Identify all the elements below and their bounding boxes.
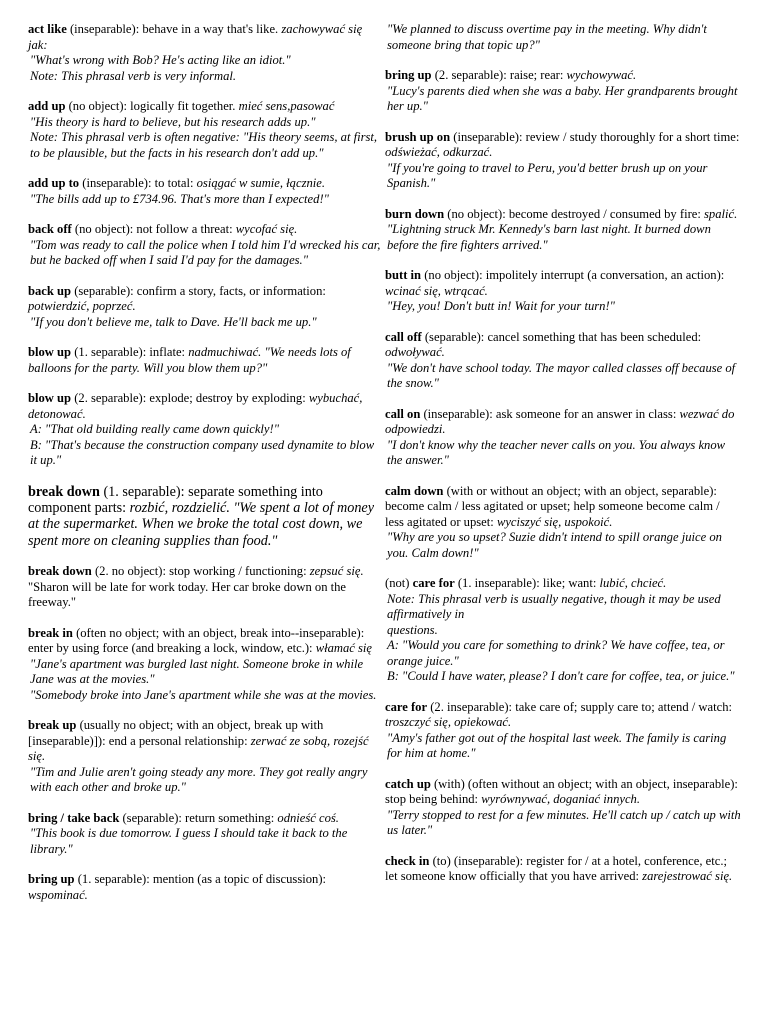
right-column xyxy=(385,22,741,900)
entry-translation: włamać się xyxy=(315,641,373,656)
entry-translation: wcinać się, wtrącać. xyxy=(385,283,488,298)
entry-translation: odwoływać. xyxy=(385,345,445,359)
entry-example: B: "That's because the construction company used dynamite to blow it up." xyxy=(30,437,375,467)
entry-example: A: "That old building really came down quickly!" xyxy=(30,422,279,436)
entry-headword: butt in xyxy=(385,268,422,282)
entry-translation: odnieść coś. xyxy=(277,810,339,825)
entry-note: Note: This phrasal verb is usually negative, though it may be used affirmatively in xyxy=(387,591,721,621)
entry-translation: wyrównywać, doganiać innych. xyxy=(481,792,640,806)
dictionary-entry xyxy=(385,268,741,315)
entry-translation: zarejestrować się. xyxy=(642,869,733,883)
dictionary-entry xyxy=(385,68,741,115)
entry-translation: odświeżać, odkurzać. xyxy=(385,145,493,159)
entry-definition: (with) (often without an object; with an object, inseparable): stop being behind: xyxy=(385,776,738,806)
left-column xyxy=(28,22,384,918)
dictionary-entry xyxy=(385,700,741,762)
entry-headword: back up xyxy=(28,283,72,298)
entry-example: "Why are you so upset? Suzie didn't intend to spill orange juice on you. Calm down!" xyxy=(387,530,722,560)
entry-definition: (1. separable): mention (as a topic of discussion): xyxy=(74,872,327,887)
entry-translation: troszczyć się, opiekować. xyxy=(385,715,512,729)
entry-translation: zerwać ze sobą, rozejść się. xyxy=(28,733,369,764)
entry-translation: wychowywać. xyxy=(566,68,637,82)
entry-definition: (1. separable): separate something into component parts: xyxy=(28,483,323,516)
entry-definition: (no object): impolitely interrupt (a conversation, an action): xyxy=(421,268,725,282)
entry-example: "If you don't believe me, talk to Dave. He'll back me up." xyxy=(30,314,317,329)
entry-example: "Tim and Julie aren't going steady any more. They got really angry with each other and broke up." xyxy=(30,764,368,795)
entry-headword: break down xyxy=(28,483,100,500)
entry-translation: mieć sens,pasować xyxy=(238,99,335,113)
entry-translation: wyciszyć się, uspokoić. xyxy=(496,514,613,529)
dictionary-entry xyxy=(28,345,384,376)
entry-example: "We planned to discuss overtime pay in the meeting. Why didn't someone bring that topic up?" xyxy=(387,22,707,52)
entry-definition: (separable): return something: xyxy=(119,810,275,825)
entry-example: "Lucy's parents died when she was a baby. Her grandparents brought her up." xyxy=(387,83,738,113)
entry-example: "If you're going to travel to Peru, you'd better brush up on your Spanish." xyxy=(387,160,708,190)
dictionary-entry xyxy=(28,391,384,469)
entry-translation: potwierdzić, poprzeć. xyxy=(28,299,136,313)
entry-example: A: "Would you care for something to drink? We have coffee, tea, or orange juice." xyxy=(387,638,725,668)
entry-example: "His theory is hard to believe, but his research adds up." xyxy=(30,114,316,129)
entry-translation: wezwać do odpowiedzi. xyxy=(385,406,735,436)
entry-definition: (to) (inseparable): register for / at a hotel, conference, etc.; let someone know officially that you have arrived: xyxy=(385,853,727,883)
entry-definition: (separable): cancel something that has been scheduled: xyxy=(421,329,702,344)
entry-definition: (no object): not follow a threat: xyxy=(71,222,233,236)
entry-headword: care for xyxy=(412,576,455,590)
entry-headword: call off xyxy=(385,329,422,344)
dictionary-entry xyxy=(385,130,741,192)
dictionary-entry xyxy=(28,22,384,84)
dictionary-entry xyxy=(385,777,741,839)
entry-translation: spalić. xyxy=(704,206,738,221)
dictionary-entry xyxy=(28,872,384,903)
entry-definition: (inseparable): ask someone for an answer in class: xyxy=(420,406,677,421)
dictionary-entry xyxy=(385,407,741,469)
entry-definition: (inseparable): to total: xyxy=(79,176,194,190)
entry-headword: calm down xyxy=(385,483,444,498)
dictionary-entry xyxy=(28,99,384,161)
entry-headword: back off xyxy=(28,222,72,236)
entry-definition: (2. separable): explode; destroy by exploding: xyxy=(71,391,306,405)
entry-example: "Sharon will be late for work today. Her car broke down on the freeway." xyxy=(28,579,347,610)
entry-headword: burn down xyxy=(385,206,445,221)
dictionary-entry xyxy=(28,626,384,704)
entry-example: B: "Could I have water, please? I don't care for coffee, tea, or juice." xyxy=(387,669,735,683)
dictionary-entry xyxy=(385,484,741,562)
entry-definition: (2. separable): raise; rear: xyxy=(431,68,564,82)
entry-note: questions. xyxy=(387,622,438,637)
entry-headword: call on xyxy=(385,406,421,421)
entry-headword: add up xyxy=(28,99,66,113)
entry-headword: bring up xyxy=(385,68,432,82)
entry-headword: bring up xyxy=(28,872,75,887)
entry-definition: (often no object; with an object, break into--inseparable): enter by using force (and breaking a lock, window, etc.): xyxy=(28,625,365,656)
dictionary-entry xyxy=(28,284,384,331)
entry-headword: catch up xyxy=(385,776,431,791)
entry-example: "This book is due tomorrow. I guess I should take it back to the library." xyxy=(30,826,348,856)
dictionary-entry xyxy=(28,484,384,550)
entry-headword: blow up xyxy=(28,391,72,405)
entry-translation: nadmuchiwać. xyxy=(188,345,262,359)
entry-example: "We don't have school today. The mayor called classes off because of the snow." xyxy=(387,360,736,390)
entry-translation: lubić, chcieć. xyxy=(599,576,667,590)
entry-translation: zachowywać się jak: xyxy=(28,22,363,52)
entry-example: "Jane's apartment was burgled last night. Someone broke in while Jane was at the movies." xyxy=(30,656,364,687)
dictionary-entry xyxy=(28,176,384,207)
entry-note: Note: This phrasal verb is very informal. xyxy=(30,68,237,83)
dictionary-entry xyxy=(28,718,384,796)
entry-translation: wspominać. xyxy=(28,887,88,902)
entry-definition: (usually no object; with an object, break up with [inseparable)]): end a personal relationship: xyxy=(28,718,324,748)
entry-translation: wybuchać, detonować. xyxy=(28,391,363,421)
entry-definition: (inseparable): behave in a way that's like. xyxy=(66,22,279,36)
dictionary-entry xyxy=(385,576,741,685)
entry-definition: (1. inseparable): like; want: xyxy=(454,576,597,590)
entry-example: "I don't know why the teacher never calls on you. You always know the answer." xyxy=(387,437,726,467)
entry-definition: (separable): confirm a story, facts, or information: xyxy=(71,283,326,298)
dictionary-entry xyxy=(385,330,741,392)
entry-definition: (2. no object): stop working / functioning: xyxy=(91,564,307,579)
entry-example: "We spent a lot of money at the supermarket. When we broke the total cost down, we spent more on cleaning supplies than food." xyxy=(28,499,375,549)
entry-example: "Lightning struck Mr. Kennedy's barn last night. It burned down before the fire fighters arrived." xyxy=(387,222,711,252)
entry-headword: bring / take back xyxy=(28,810,120,825)
entry-headword: add up to xyxy=(28,176,80,190)
entry-headword: break down xyxy=(28,564,92,579)
entry-headword: break in xyxy=(28,625,73,640)
entry-definition: (no object): logically fit together. xyxy=(65,99,236,113)
dictionary-entry xyxy=(28,222,384,269)
entry-example: "What's wrong with Bob? He's acting like an idiot." xyxy=(30,53,291,67)
dictionary-entry xyxy=(385,207,741,254)
entry-example: "Amy's father got out of the hospital last week. The family is caring for him at home." xyxy=(387,730,727,760)
entry-definition: (with or without an object; with an object, separable): become calm / less agitated or upset; help someone become calm / less agitated or upset: xyxy=(385,483,720,529)
entry-prefix: (not) xyxy=(385,576,413,590)
entry-translation: wycofać się. xyxy=(235,222,298,236)
entry-definition: (no object): become destroyed / consumed by fire: xyxy=(444,206,701,221)
entry-example: "Somebody broke into Jane's apartment while she was at the movies. xyxy=(30,687,377,702)
entry-definition: (2. inseparable): take care of; supply care to; attend / watch: xyxy=(427,699,732,714)
entry-example: "The bills add up to £734.96. That's more than I expected!" xyxy=(30,191,329,206)
entry-example: "We needs lots of balloons for the party. Will you blow them up?" xyxy=(28,345,351,375)
entry-headword: care for xyxy=(385,699,428,714)
entry-definition: (inseparable): review / study thoroughly for a short time: xyxy=(450,129,740,144)
entry-example: "Tom was ready to call the police when I told him I'd wrecked his car, but he backed off when I said I'd pay for the damages." xyxy=(30,237,381,267)
entry-headword: check in xyxy=(385,853,430,868)
entry-translation: osiągać w sumie, łącznie. xyxy=(196,176,325,190)
entry-translation: zepsuć się. xyxy=(309,564,364,579)
entry-example: Note: This phrasal verb is often negative: "His theory seems, at first, to be plausible, but the facts in his research don't add up." xyxy=(30,130,378,160)
dictionary-entry xyxy=(28,564,384,611)
entry-headword: break up xyxy=(28,718,77,733)
entry-headword: blow up xyxy=(28,345,72,359)
dictionary-entry xyxy=(28,811,384,858)
dictionary-entry xyxy=(385,854,741,885)
entry-definition: (1. separable): inflate: xyxy=(71,345,186,359)
entry-example: "Terry stopped to rest for a few minutes. He'll catch up / catch up with us later." xyxy=(387,807,741,837)
dictionary-entry xyxy=(385,22,741,53)
entry-headword: act like xyxy=(28,22,67,36)
entry-example: "Hey, you! Don't butt in! Wait for your turn!" xyxy=(387,299,615,313)
entry-translation: rozbić, rozdzielić. xyxy=(129,499,230,516)
entry-headword: brush up on xyxy=(385,129,451,144)
